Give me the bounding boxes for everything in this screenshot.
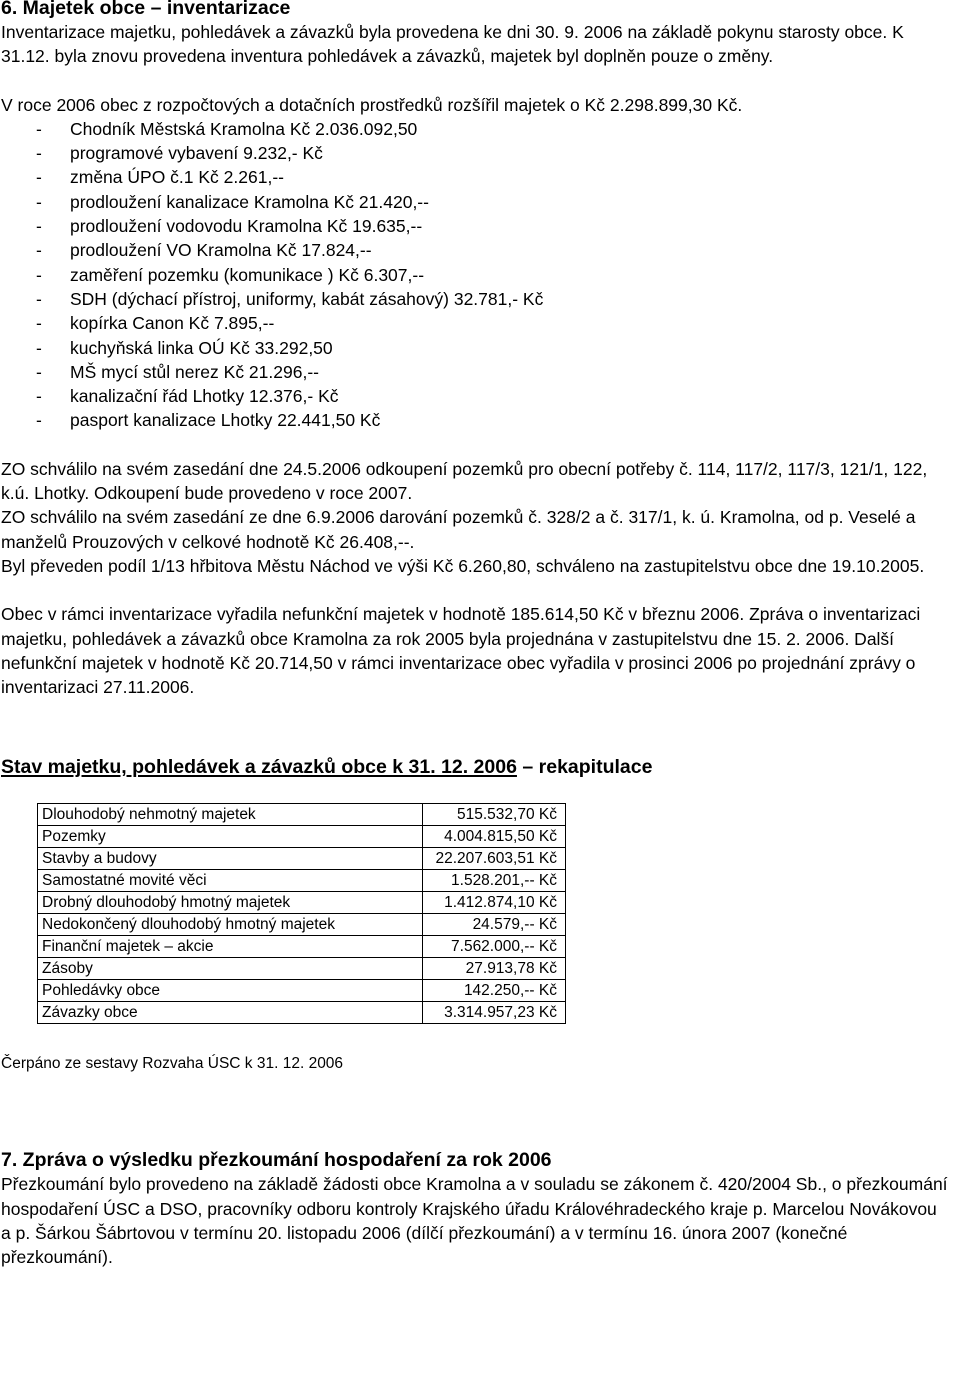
cemetery-transfer: Byl převeden podíl 1/13 hřbitova Městu Náchod ve výši Kč 6.260,80, schváleno na zastupitelstvu obce dne 19.10.2005. <box>1 555 925 576</box>
list-item: - MŠ mycí stůl nerez Kč 21.296,-- <box>36 361 319 382</box>
spacer <box>1 578 951 602</box>
list-item: - kopírka Canon Kč 7.895,-- <box>36 313 275 334</box>
asset-disposal-text: Obec v rámci inventarizace vyřadila nefunkční majetek v hodnotě 185.614,50 Kč v březnu 2006. Zpráva o inventarizaci majetku, pohledávek a závazků obce Kramolna za rok 2005 byla projednána v zastupitelstvu dne 15. 2. 2006. Další nefunkční majetek v hodnotě Kč 20.714,50 v rámci inventarizace obec vyřadila v prosinci 2006 po projednání zprávy o inventarizaci 27.11.2006. <box>1 604 921 698</box>
table-row <box>38 980 566 1002</box>
row-value: 4.004.815,50 Kč <box>423 826 566 848</box>
table-row <box>38 870 566 892</box>
row-label: Nedokončený dlouhodobý hmotný majetek <box>38 914 423 936</box>
table-row <box>38 826 566 848</box>
spacer <box>1 699 951 755</box>
list-item: - kuchyňská linka OÚ Kč 33.292,50 <box>36 337 333 358</box>
row-value: 515.532,70 Kč <box>423 804 566 826</box>
row-label: Drobný dlouhodobý hmotný majetek <box>38 892 423 914</box>
list-item: - pasport kanalizace Lhotky 22.441,50 Kč <box>36 410 381 431</box>
row-value: 142.250,-- Kč <box>423 980 566 1002</box>
table-row <box>38 848 566 870</box>
section-7-heading: 7. Zpráva o výsledku přezkoumání hospodaření za rok 2006 <box>1 1149 552 1172</box>
recap-table <box>37 803 566 1024</box>
table-row <box>38 804 566 826</box>
row-label: Samostatné movité věci <box>38 870 423 892</box>
asset-increase-text: V roce 2006 obec z rozpočtových a dotačních prostředků rozšířil majetek o Kč 2.298.899,30 Kč. <box>1 94 743 115</box>
row-label: Zásoby <box>38 958 423 980</box>
row-value: 24.579,-- Kč <box>423 914 566 936</box>
list-item: - prodloužení VO Kramolna Kč 17.824,-- <box>36 240 372 261</box>
recap-source-note: Čerpáno ze sestavy Rozvaha ÚSC k 31. 12. 2006 <box>1 1055 344 1073</box>
list-item: - kanalizační řád Lhotky 12.376,- Kč <box>36 386 339 407</box>
spacer <box>1 433 951 457</box>
list-item: - zaměření pozemku (komunikace ) Kč 6.307,-- <box>36 264 425 285</box>
table-row <box>38 936 566 958</box>
row-value: 7.562.000,-- Kč <box>423 936 566 958</box>
spacer <box>1 69 951 93</box>
audit-text: Přezkoumání bylo provedeno na základě žádosti obce Kramolna a v souladu se zákonem č. 420/2004 Sb., o přezkoumání hospodaření ÚSC a DSO, pracovníky odboru kontroly Krajského úřadu Královéhradeckého kraje p. Marcelou Novákovou a p. Šárkou Šábrtovou v termínu 20. listopadu 2006 (dílčí přezkoumání) a v termínu 16. února 2007 (konečné přezkoumání). <box>1 1174 948 1268</box>
asset-additions-list <box>1 117 951 433</box>
table-row <box>38 958 566 980</box>
list-item: - Chodník Městská Kramolna Kč 2.036.092,50 <box>36 118 418 139</box>
list-item: - programové vybavení 9.232,- Kč <box>36 143 323 164</box>
row-label: Pozemky <box>38 826 423 848</box>
row-value: 1.528.201,-- Kč <box>423 870 566 892</box>
row-value: 27.913,78 Kč <box>423 958 566 980</box>
row-label: Stavby a budovy <box>38 848 423 870</box>
row-value: 1.412.874,10 Kč <box>423 892 566 914</box>
resolution-purchase: ZO schválilo na svém zasedání dne 24.5.2006 odkoupení pozemků pro obecní potřeby č. 114, 117/2, 117/3, 121/1, 122, k.ú. Lhotky. Odkoupení bude provedeno v roce 2007. <box>1 458 928 504</box>
list-item: - prodloužení kanalizace Kramolna Kč 21.420,-- <box>36 191 429 212</box>
document-page <box>1 0 951 1270</box>
inventory-intro: Inventarizace majetku, pohledávek a závazků byla provedena ke dni 30. 9. 2006 na základě pokynu starosty obce. K 31.12. byla znovu provedena inventura pohledávek a závazků, majetek byl doplněn pouze o změny. <box>1 22 904 67</box>
row-label: Dlouhodobý nehmotný majetek <box>38 804 423 826</box>
table-row <box>38 914 566 936</box>
list-item: - změna ÚPO č.1 Kč 2.261,-- <box>36 167 284 188</box>
resolution-donation: ZO schválilo na svém zasedání ze dne 6.9.2006 darování pozemků č. 328/2 a č. 317/1, k. ú. Kramolna, od p. Veselé a manželů Prouzových v celkové hodnotě Kč 26.408,--. <box>1 507 916 552</box>
table-row <box>38 892 566 914</box>
row-value: 3.314.957,23 Kč <box>423 1002 566 1024</box>
list-item: - SDH (dýchací přístroj, uniformy, kabát zásahový) 32.781,- Kč <box>36 288 544 309</box>
row-label: Závazky obce <box>38 1002 423 1024</box>
row-label: Finanční majetek – akcie <box>38 936 423 958</box>
row-value: 22.207.603,51 Kč <box>423 848 566 870</box>
table-row <box>38 1002 566 1024</box>
row-label: Pohledávky obce <box>38 980 423 1002</box>
spacer <box>1 1074 951 1148</box>
section-6-heading: 6. Majetek obce – inventarizace <box>1 0 291 19</box>
recap-heading: Stav majetku, pohledávek a závazků obce k 31. 12. 2006 – rekapitulace <box>1 756 653 779</box>
list-item: - prodloužení vodovodu Kramolna Kč 19.635,-- <box>36 216 423 237</box>
